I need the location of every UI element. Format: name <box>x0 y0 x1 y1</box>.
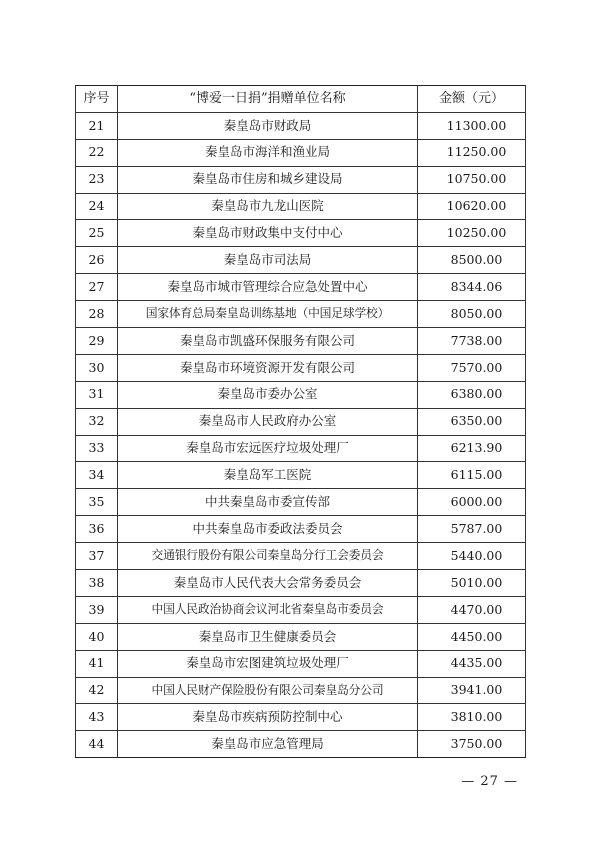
row-amount: 8500.00 <box>418 247 526 274</box>
table-row <box>76 166 526 193</box>
table-row <box>76 381 526 408</box>
row-serial-number: 28 <box>76 301 118 328</box>
row-serial-number: 42 <box>76 677 118 704</box>
row-amount: 5440.00 <box>418 543 526 570</box>
row-amount: 8050.00 <box>418 301 526 328</box>
row-serial-number: 29 <box>76 328 118 355</box>
row-amount: 6380.00 <box>418 381 526 408</box>
row-donor-name: 秦皇岛市环境资源开发有限公司 <box>118 354 418 381</box>
row-amount: 6350.00 <box>418 408 526 435</box>
row-serial-number: 27 <box>76 274 118 301</box>
row-donor-name: 中共秦皇岛市委政法委员会 <box>118 516 418 543</box>
row-serial-number: 34 <box>76 462 118 489</box>
table-row <box>76 543 526 570</box>
table-row <box>76 489 526 516</box>
row-amount: 10250.00 <box>418 220 526 247</box>
row-amount: 10750.00 <box>418 166 526 193</box>
row-serial-number: 25 <box>76 220 118 247</box>
row-serial-number: 26 <box>76 247 118 274</box>
row-amount: 5787.00 <box>418 516 526 543</box>
table-row <box>76 220 526 247</box>
row-donor-name: 秦皇岛市人民代表大会常务委员会 <box>118 570 418 597</box>
table-row <box>76 462 526 489</box>
row-amount: 6115.00 <box>418 462 526 489</box>
header-amount: 金额（元） <box>418 86 526 113</box>
row-amount: 3941.00 <box>418 677 526 704</box>
row-donor-name: 中国人民政治协商会议河北省秦皇岛市委员会 <box>118 596 418 623</box>
row-serial-number: 36 <box>76 516 118 543</box>
row-serial-number: 22 <box>76 139 118 166</box>
row-serial-number: 23 <box>76 166 118 193</box>
table-body <box>76 112 526 757</box>
row-serial-number: 38 <box>76 570 118 597</box>
row-donor-name: 中共秦皇岛市委宣传部 <box>118 489 418 516</box>
row-serial-number: 44 <box>76 731 118 758</box>
row-serial-number: 21 <box>76 112 118 139</box>
row-serial-number: 39 <box>76 596 118 623</box>
header-serial-number: 序号 <box>76 86 118 113</box>
table-row <box>76 328 526 355</box>
row-amount: 11250.00 <box>418 139 526 166</box>
row-donor-name: 秦皇岛市人民政府办公室 <box>118 408 418 435</box>
row-serial-number: 30 <box>76 354 118 381</box>
table-row <box>76 112 526 139</box>
row-donor-name: 秦皇岛市凯盛环保服务有限公司 <box>118 328 418 355</box>
row-donor-name: 秦皇岛市城市管理综合应急处置中心 <box>118 274 418 301</box>
row-donor-name: 秦皇岛市财政集中支付中心 <box>118 220 418 247</box>
row-amount: 7570.00 <box>418 354 526 381</box>
table-row <box>76 354 526 381</box>
row-serial-number: 43 <box>76 704 118 731</box>
table-row <box>76 650 526 677</box>
table-row <box>76 274 526 301</box>
header-donor-name: “博爱一日捐”捐赠单位名称 <box>118 86 418 113</box>
table-row <box>76 435 526 462</box>
row-serial-number: 37 <box>76 543 118 570</box>
header-row <box>76 86 526 113</box>
row-donor-name: 秦皇岛市宏远医疗垃圾处理厂 <box>118 435 418 462</box>
row-amount: 7738.00 <box>418 328 526 355</box>
row-donor-name: 秦皇岛市财政局 <box>118 112 418 139</box>
row-serial-number: 24 <box>76 193 118 220</box>
row-amount: 4435.00 <box>418 650 526 677</box>
table-row <box>76 247 526 274</box>
table-row <box>76 596 526 623</box>
table-row <box>76 193 526 220</box>
page-number: — 27 — <box>461 774 518 789</box>
row-donor-name: 秦皇岛市海洋和渔业局 <box>118 139 418 166</box>
table-row <box>76 139 526 166</box>
row-donor-name: 秦皇岛市应急管理局 <box>118 731 418 758</box>
row-serial-number: 40 <box>76 623 118 650</box>
table-row <box>76 516 526 543</box>
row-amount: 3750.00 <box>418 731 526 758</box>
table-row <box>76 731 526 758</box>
row-serial-number: 35 <box>76 489 118 516</box>
row-serial-number: 33 <box>76 435 118 462</box>
table-header <box>76 86 526 113</box>
table-row <box>76 623 526 650</box>
row-donor-name: 国家体育总局秦皇岛训练基地（中国足球学校） <box>118 301 418 328</box>
table-row <box>76 570 526 597</box>
row-amount: 10620.00 <box>418 193 526 220</box>
row-amount: 4470.00 <box>418 596 526 623</box>
row-donor-name: 秦皇岛市九龙山医院 <box>118 193 418 220</box>
row-amount: 5010.00 <box>418 570 526 597</box>
row-donor-name: 中国人民财产保险股份有限公司秦皇岛分公司 <box>118 677 418 704</box>
row-serial-number: 31 <box>76 381 118 408</box>
table-row <box>76 677 526 704</box>
row-amount: 4450.00 <box>418 623 526 650</box>
row-donor-name: 秦皇岛市委办公室 <box>118 381 418 408</box>
row-serial-number: 41 <box>76 650 118 677</box>
row-donor-name: 秦皇岛军工医院 <box>118 462 418 489</box>
row-amount: 11300.00 <box>418 112 526 139</box>
row-amount: 8344.06 <box>418 274 526 301</box>
row-donor-name: 交通银行股份有限公司秦皇岛分行工会委员会 <box>118 543 418 570</box>
table-row <box>76 408 526 435</box>
row-amount: 6000.00 <box>418 489 526 516</box>
table-row <box>76 704 526 731</box>
table-row <box>76 301 526 328</box>
row-amount: 6213.90 <box>418 435 526 462</box>
row-donor-name: 秦皇岛市司法局 <box>118 247 418 274</box>
row-donor-name: 秦皇岛市住房和城乡建设局 <box>118 166 418 193</box>
donation-table <box>75 85 526 758</box>
row-donor-name: 秦皇岛市宏图建筑垃圾处理厂 <box>118 650 418 677</box>
row-serial-number: 32 <box>76 408 118 435</box>
row-donor-name: 秦皇岛市疾病预防控制中心 <box>118 704 418 731</box>
row-donor-name: 秦皇岛市卫生健康委员会 <box>118 623 418 650</box>
row-amount: 3810.00 <box>418 704 526 731</box>
